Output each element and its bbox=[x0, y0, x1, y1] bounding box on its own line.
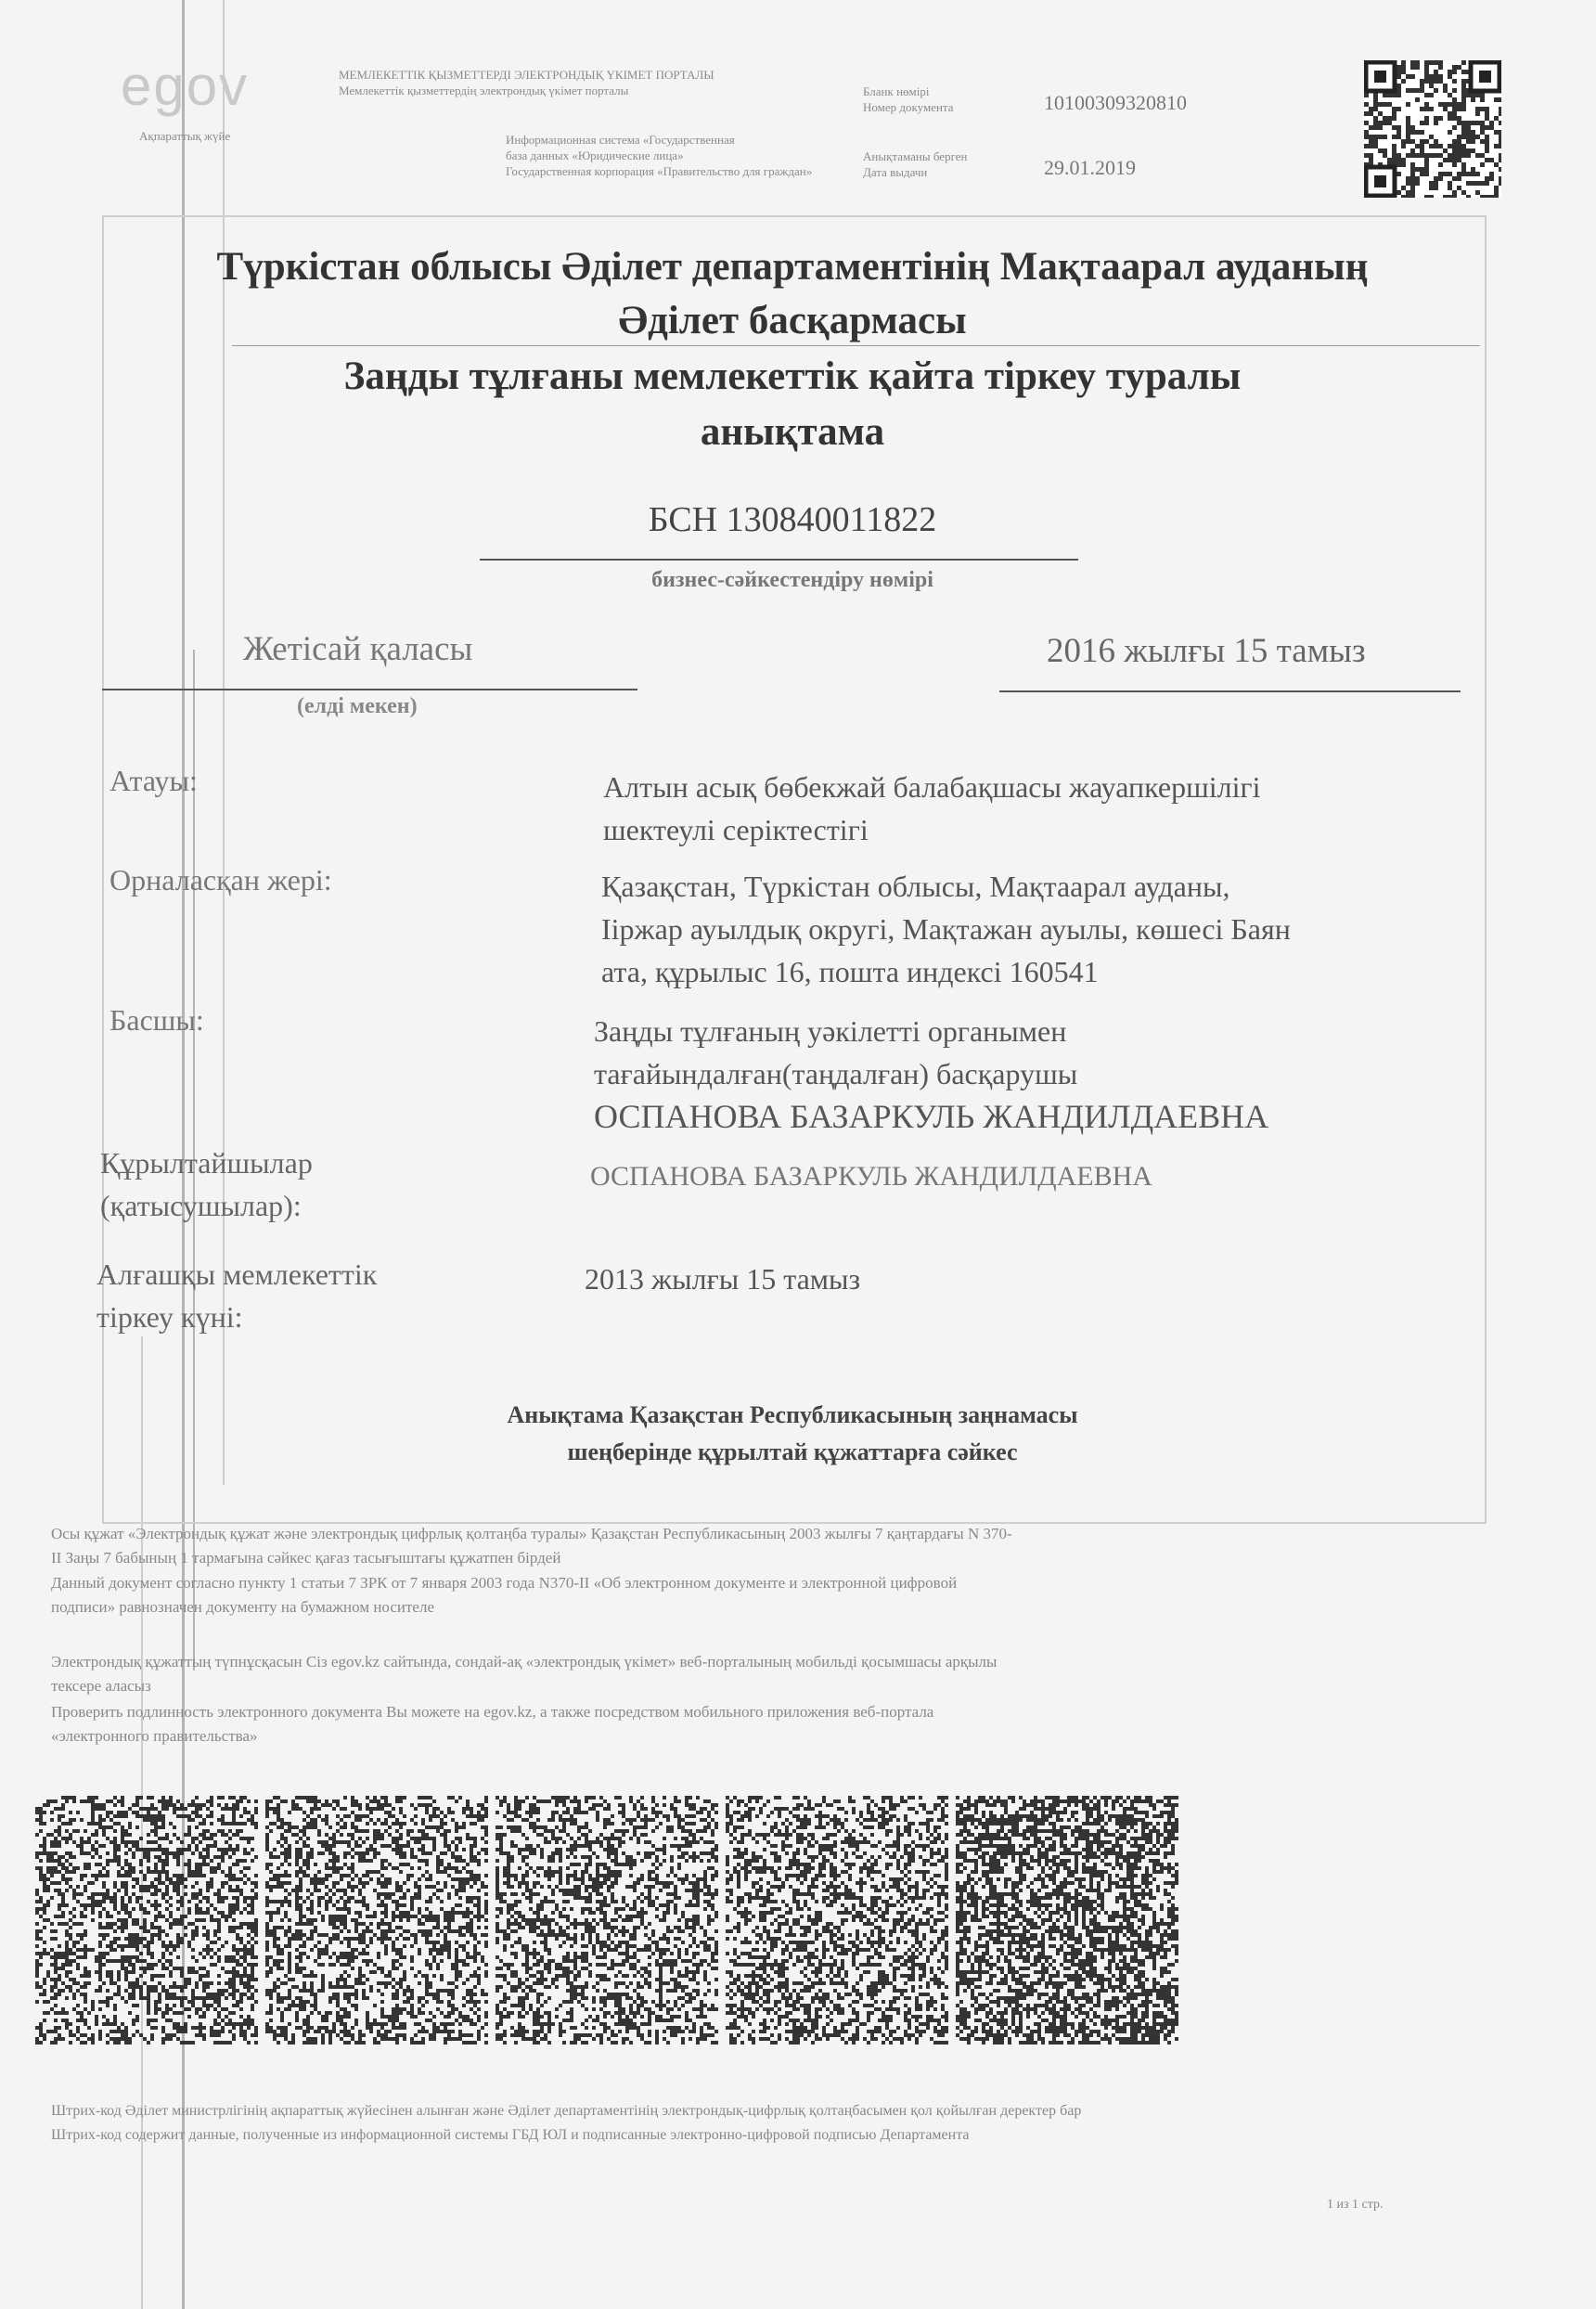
title-line-2: Әділет басқармасы bbox=[618, 299, 967, 342]
field-name-value: Алтын асық бөбекжай балабақшасы жауапкершілігі шектеулі серіктестігі bbox=[603, 770, 1261, 846]
place-caption: (елді мекен) bbox=[297, 694, 418, 718]
bin-underline bbox=[480, 559, 1078, 561]
field-address-value: Қазақстан, Түркістан облысы, Мақтаарал ауданы, Ііржар ауылдық округі, Мақтажан ауылы, көшесі Баян ата, құрылыс 16, пошта индексі 160541 bbox=[601, 870, 1291, 988]
footer-barcode-note: Штрих-код Әділет министрлігінің ақпараттық жүйесінен алынған және Әділет департаментінің электрондық-цифрлық қолтаңбасымен қол қойылған деректер бар Штрих-код содержит данные, полученные из информационной системы ГБД ЮЛ и подписанные электронно-цифровой подписью Департамента bbox=[51, 2103, 1082, 2143]
field-first-reg-value: 2013 жылғы 15 тамыз bbox=[585, 1262, 861, 1296]
header-info-text: Информационная система «Государственная база данных «Юридические лица» Государственная корпорация «Правительство для граждан» bbox=[506, 133, 813, 178]
date-underline bbox=[999, 690, 1461, 692]
doc-number-label: Бланк нөмірі Номер документа bbox=[863, 84, 954, 114]
field-first-reg-label: Алғашқы мемлекеттік тіркеу күні: bbox=[97, 1258, 378, 1334]
egov-logo: egov bbox=[121, 55, 250, 117]
field-head-value: Заңды тұлғаның уәкілетті органымен тағайындалған(таңдалған) басқарушы ОСПАНОВА БАЗАРКУЛЬ ЖАНДИЛДАЕВНА bbox=[594, 1014, 1269, 1135]
title-divider bbox=[232, 345, 1480, 346]
bin-caption: бизнес-сәйкестендіру нөмірі bbox=[651, 568, 933, 592]
title-line-4: анықтама bbox=[700, 410, 885, 454]
qr-code bbox=[1364, 60, 1501, 198]
footer-paragraph-kz: Осы құжат «Электрондық құжат және электрондық цифрлық қолтаңба туралы» Қазақстан Республикасының 2003 жылғы 7 қаңтардағы N 370- II Заңы 7 бабының 1 тармағына сәйкес қағаз тасығыштағы құжатпен бірдей bbox=[51, 1525, 1012, 1567]
legal-notice: Анықтама Қазақстан Республикасының заңнамасы шеңберінде құрылтай құжаттарға сәйкес bbox=[507, 1401, 1078, 1465]
place-underline bbox=[102, 689, 637, 690]
field-name-label: Атауы: bbox=[109, 764, 198, 797]
page-number: 1 из 1 стр. bbox=[1327, 2198, 1384, 2212]
footer-verify-ru: Проверить подлинность электронного документа Вы можете на egov.kz, а также посредством мобильного приложения веб-портала «электронного правительства» bbox=[51, 1703, 934, 1745]
title-line-1: Түркістан облысы Әділет департаментінің Мақтаарал ауданың bbox=[216, 245, 1369, 289]
header-service-text: МЕМЛЕКЕТТІК ҚЫЗМЕТТЕРДІ ЭЛЕКТРОНДЫҚ ҮКІМЕТ ПОРТАЛЫ Мемлекеттік қызметтердің электрондық үкімет порталы bbox=[339, 68, 714, 97]
date-label: Анықтаманы берген Дата выдачи bbox=[863, 149, 968, 179]
field-head-label: Басшы: bbox=[109, 1003, 204, 1037]
bin-number: БСН 130840011822 bbox=[648, 500, 937, 539]
footer-verify-kz: Электрондық құжаттың түпнұсқасын Сіз egov.kz сайтында, сондай-ақ «электрондық үкімет» веб-порталының мобильді қосымшасы арқылы тексере аласыз bbox=[51, 1653, 998, 1695]
barcode-block bbox=[35, 1796, 1191, 2056]
field-founders-value: ОСПАНОВА БАЗАРКУЛЬ ЖАНДИЛДАЕВНА bbox=[590, 1161, 1152, 1192]
doc-number: 10100309320810 bbox=[1044, 91, 1187, 114]
reregistration-date: 2016 жылғы 15 тамыз bbox=[1047, 632, 1366, 670]
title-line-3: Заңды тұлғаны мемлекеттік қайта тіркеу туралы bbox=[343, 355, 1242, 398]
field-address-label: Орналасқан жері: bbox=[109, 863, 332, 897]
place-value: Жетісай қаласы bbox=[243, 630, 473, 668]
issue-date: 29.01.2019 bbox=[1044, 156, 1136, 179]
header-sub-text: Ақпараттық жүйе bbox=[139, 129, 231, 143]
field-founders-label: Құрылтайшылар (қатысушылар): bbox=[100, 1146, 313, 1222]
footer-paragraph-ru: Данный документ согласно пункту 1 статьи 7 ЗРК от 7 января 2003 года N370-II «Об электронном документе и электронной цифровой подписи» равнозначен документу на бумажном носителе bbox=[51, 1574, 958, 1616]
